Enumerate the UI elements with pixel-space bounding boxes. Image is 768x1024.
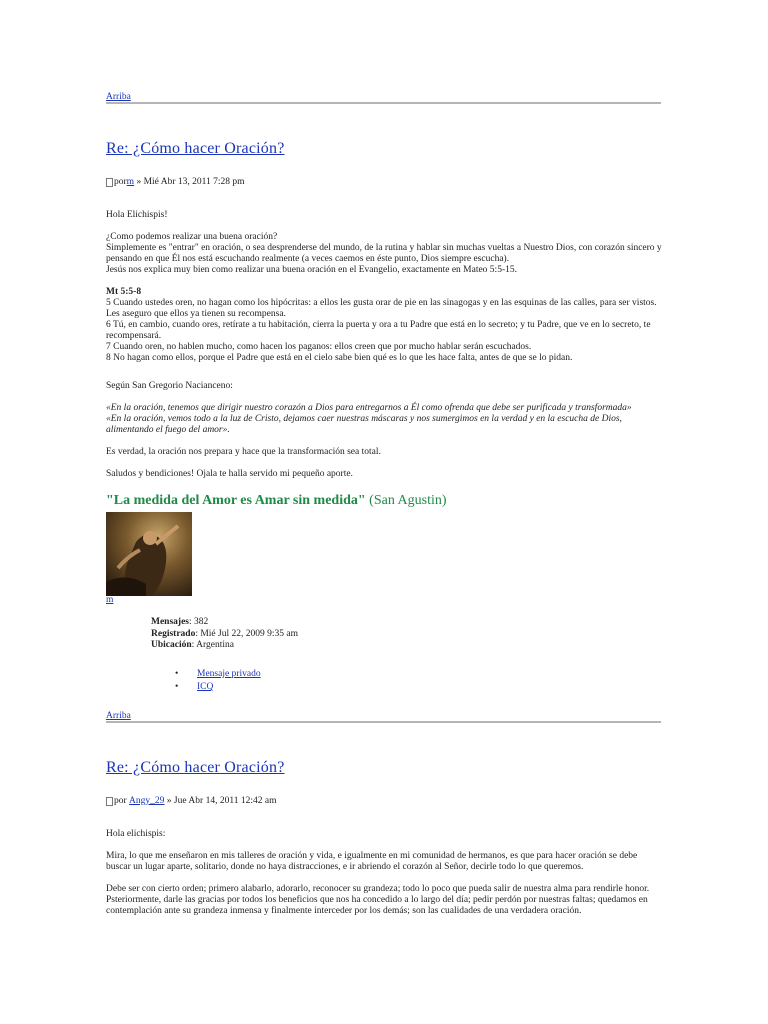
body-line: Debe ser con cierto orden; primero alabarlo, adorarlo, reconocer su grandeza; todo lo poco que pueda salir de nuestra alma para rendirle honor. Psteriormente, darle las gracias por todos los beneficios que nos ha concedido a lo largo del día; pedir perdón por nuestras faltas; quedamos en contemplación ante su grandeza inmensa y finalmente interceder por los demás; son las cualidades de una verdadera oración. [106,884,650,916]
post-meta [106,177,245,187]
divider [106,721,661,723]
post-title [106,140,285,158]
verse-line: 5 Cuando ustedes oren, no hagan como los hipócritas: a ellos les gusta orar de pie en las sinagogas y en las esquinas de las calles, para ser vistos. Les aseguro que ellos ya tienen su recompensa. [106,298,657,319]
verse-line: 6 Tú, en cambio, cuando ores, retírate a tu habitación, cierra la puerta y ora a tu Padre que está en lo secreto; y tu Padre, que ve en lo secreto, te recompensará. [106,320,651,341]
post-icon[interactable] [106,178,113,187]
post-title-link[interactable]: Re: ¿Cómo hacer Oración? [106,759,285,776]
profile-label: Mensajes [151,617,189,627]
post-body [106,829,662,917]
icq-link[interactable]: ICQ [197,682,214,692]
body-line: Saludos y bendiciones! Ojala te halla servido mi pequeño aporte. [106,469,353,479]
body-line: Simplemente es "entrar" en oración, o sea desprenderse del mundo, de la rutina y hablar sin muchas vueltas a Nuestro Dios, con corazón sincero y pensando en que Él nos está escuchando realmente (a veces caemos en éste punto, Dios siempre escucha). [106,243,662,264]
profile-label: Ubicación [151,640,192,650]
author-link[interactable]: Angy_29 [129,796,165,806]
greeting: Hola Elichispis! [106,210,168,220]
body-line: Según San Gregorio Nacianceno: [106,381,233,391]
post-body [106,210,662,480]
body-line: Jesús nos explica muy bien como realizar una buena oración en el Evangelio, exactamente en Mateo 5:5-15. [106,265,517,275]
avatar[interactable] [106,512,192,596]
quote-line: «En la oración, tenemos que dirigir nuestro corazón a Dios para entregarnos a Él como ofrenda que debe ser purificada y transformada» [106,403,632,413]
list-item [171,668,261,681]
profile-value: : Argentina [191,640,234,650]
contact-list [171,668,261,694]
back-to-top-link[interactable]: Arriba [106,92,131,102]
post-meta [106,796,276,806]
divider [106,102,661,104]
by-label: por [114,796,127,806]
signature-author: (San Agustin) [369,493,447,508]
body-line: Es verdad, la oración nos prepara y hace que la transformación sea total. [106,447,381,457]
profile-value: : 382 [189,617,209,627]
body-line: ¿Como podemos realizar una buena oración? [106,232,278,242]
post-date: » Mié Abr 13, 2011 7:28 pm [136,177,245,187]
verse-line: 8 No hagan como ellos, porque el Padre que está en el cielo sabe bien qué es lo que les hace falta, antes de que se lo pidan. [106,353,573,363]
post-icon[interactable] [106,797,113,806]
scripture-reference: Mt 5:5-8 [106,287,142,297]
greeting: Hola elichispis: [106,829,166,839]
quote-line: «En la oración, vemos todo a la luz de Cristo, dejamos caer nuestras máscaras y nos sumergimos en la verdad y en la escucha de Dios, alimentando el fuego del amor». [106,414,622,435]
post-date: » Jue Abr 14, 2011 12:42 am [166,796,277,806]
signature-quote: "La medida del Amor es Amar sin medida" [106,493,366,508]
avatar-image [106,512,192,596]
post-title-link[interactable]: Re: ¿Cómo hacer Oración? [106,140,285,157]
profile-username[interactable]: m [106,595,114,605]
profile-label: Registrado [151,628,196,639]
back-to-top-link[interactable]: Arriba [106,711,131,721]
author-link[interactable]: m [126,177,135,187]
by-label: por [114,177,127,187]
profile-info [151,617,298,652]
signature [106,493,447,509]
verse-line: 7 Cuando oren, no hablen mucho, como hacen los paganos: ellos creen que por mucho hablar serán escuchados. [106,342,532,352]
private-message-link[interactable]: Mensaje privado [197,669,261,679]
list-item [171,681,261,694]
profile-value: : Mié Jul 22, 2009 9:35 am [195,628,298,639]
post-title [106,759,285,777]
body-line: Mira, lo que me enseñaron en mis talleres de oración y vida, e igualmente en mi comunidad de hermanos, es que para hacer oración se debe buscar un lugar aparte, solitario, donde no haya distracciones, e ir abriendo el corazón al Señor, decirle todo lo que queremos. [106,851,638,872]
